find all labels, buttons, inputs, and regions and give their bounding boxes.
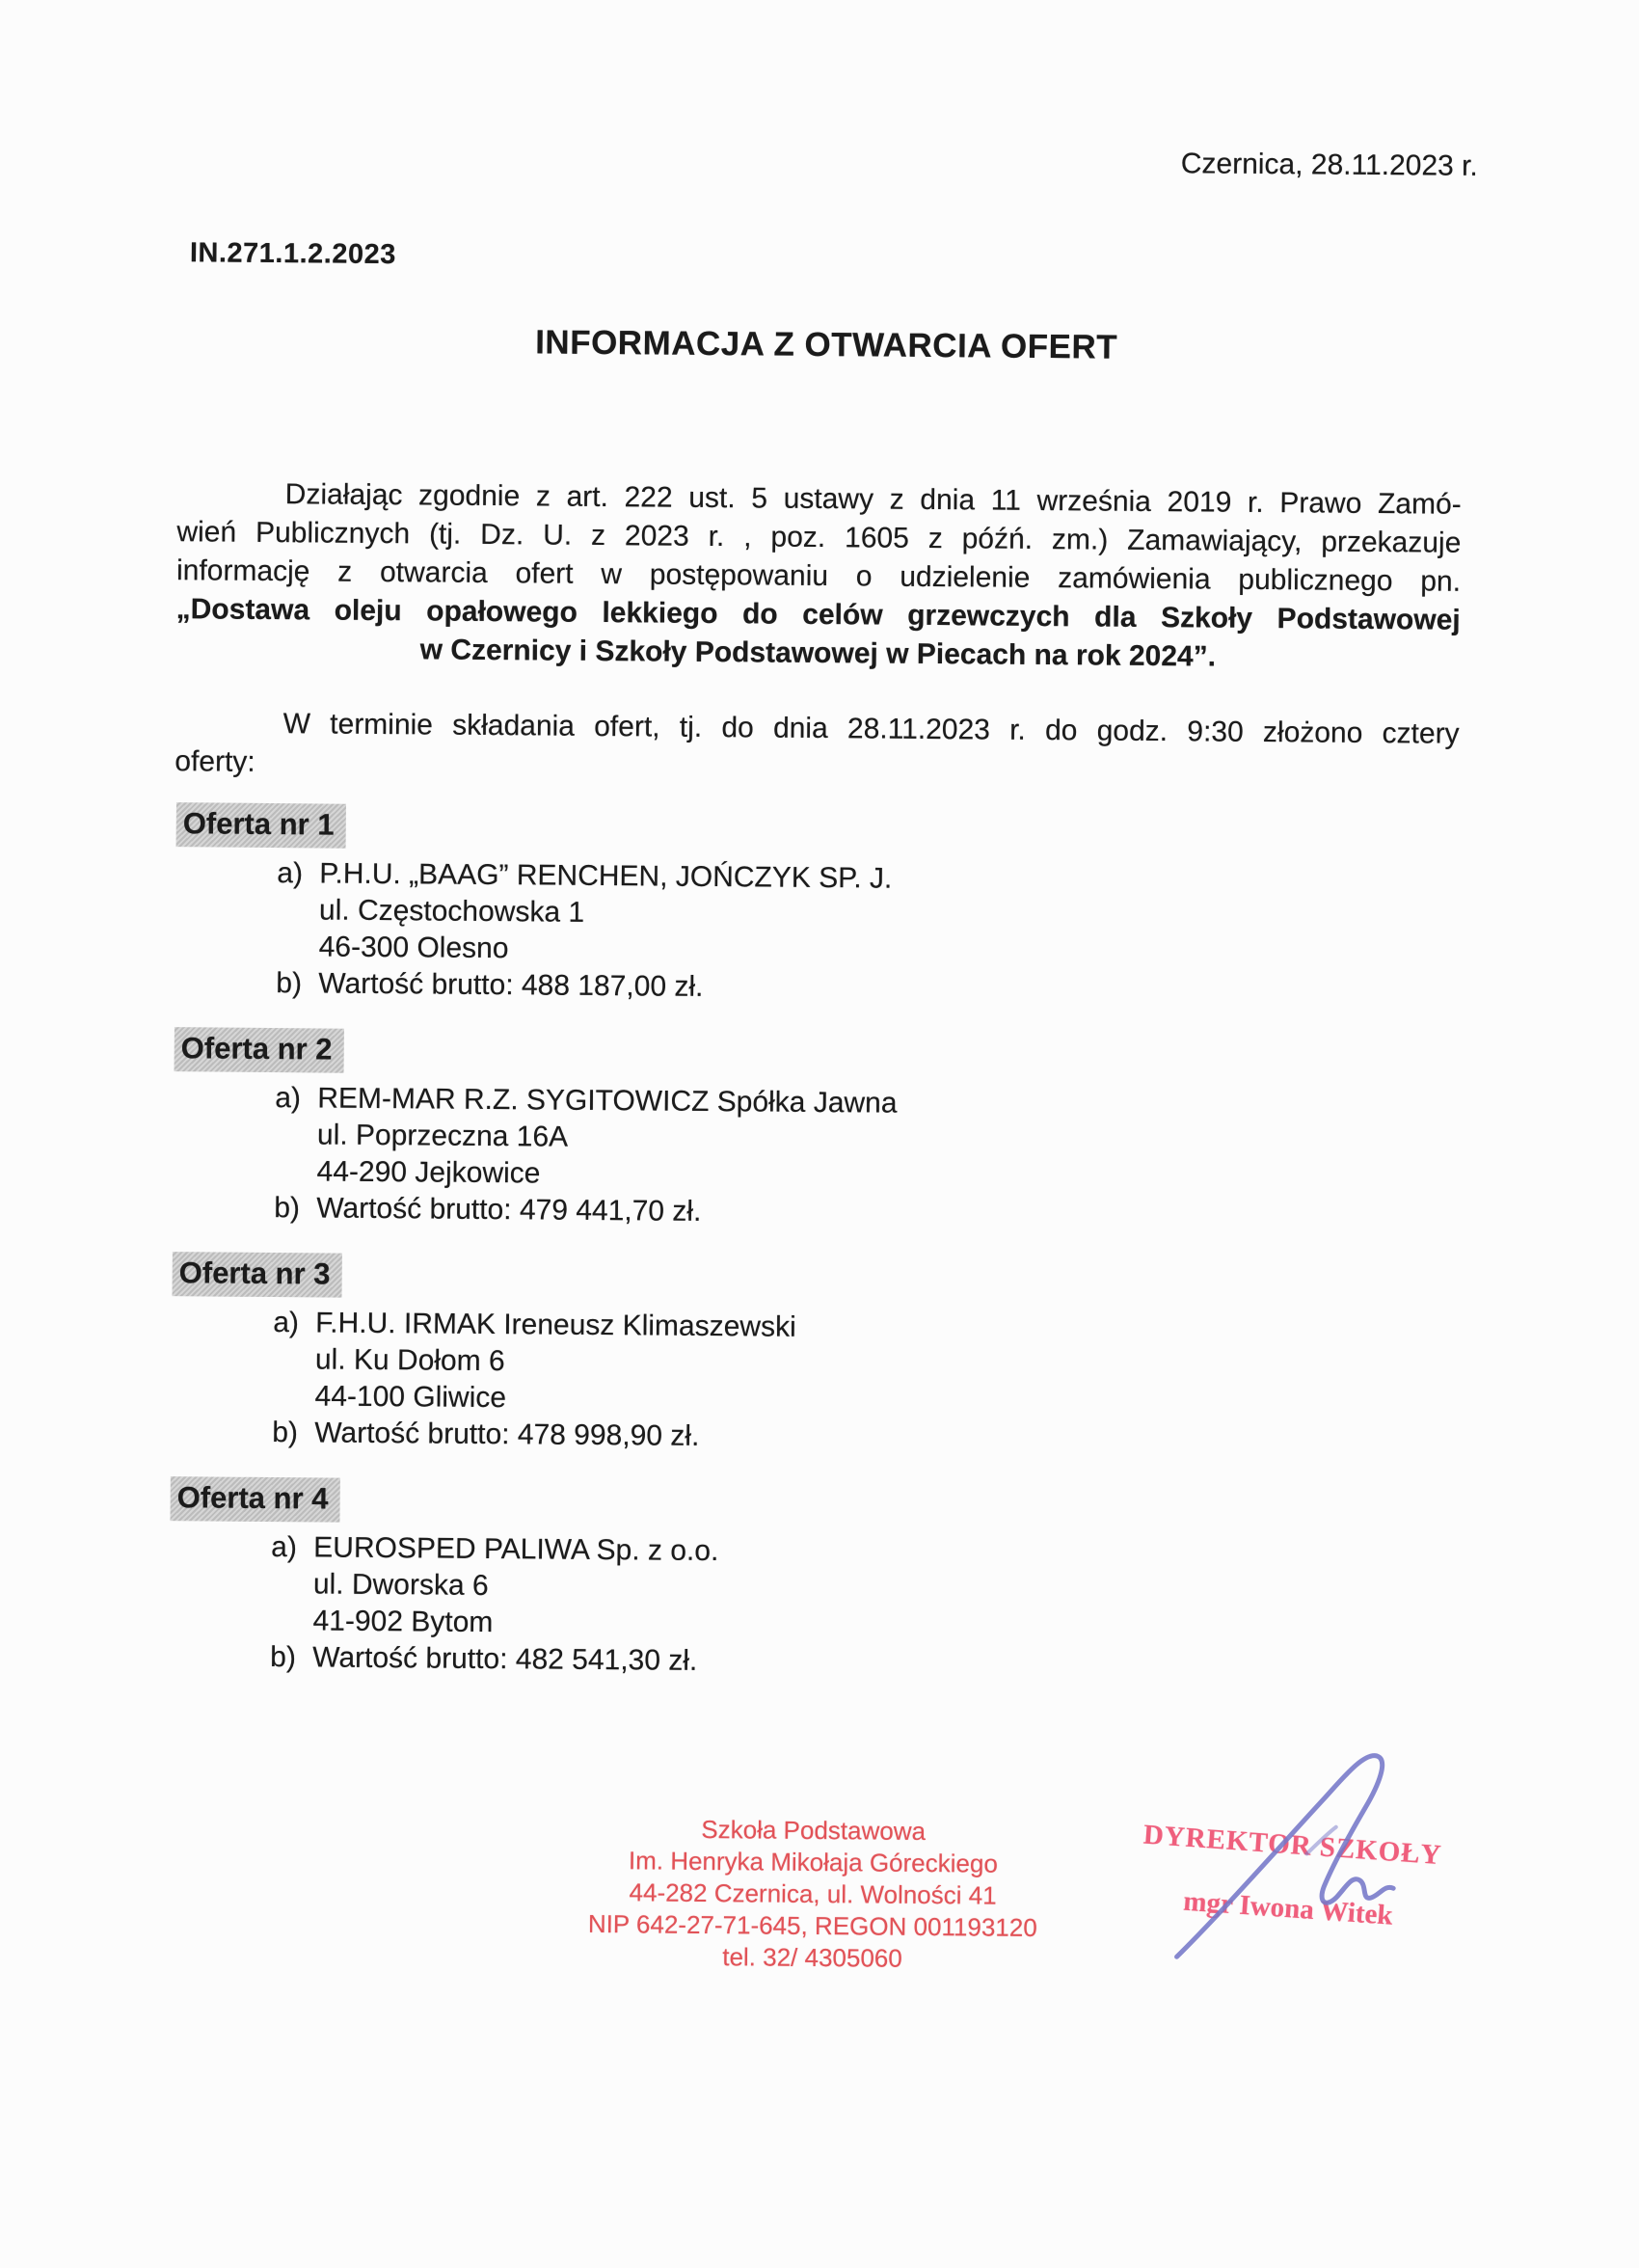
item-label-b: b) bbox=[270, 1641, 297, 1674]
offer-gross-value: Wartość brutto: 488 187,00 zł. bbox=[318, 967, 704, 1003]
offer-heading: Oferta nr 2 bbox=[175, 1027, 344, 1073]
stamp-line: Im. Henryka Mikołaja Góreckiego bbox=[628, 1846, 998, 1878]
offer-heading: Oferta nr 4 bbox=[170, 1476, 339, 1523]
offer-heading: Oferta nr 1 bbox=[176, 802, 346, 849]
school-address-stamp bbox=[527, 1812, 1097, 1976]
offer-block-2 bbox=[171, 1027, 1484, 1237]
offer-gross-value: Wartość brutto: 478 998,90 zł. bbox=[314, 1417, 700, 1452]
offer-heading: Oferta nr 3 bbox=[173, 1252, 342, 1298]
stamp-line: 44-282 Czernica, ul. Wolności 41 bbox=[629, 1877, 997, 1910]
subject-line: w Czernicy i Szkoły Podstawowej w Piecach na rok 2024”. bbox=[419, 634, 1217, 673]
offer-street: ul. Częstochowska 1 bbox=[318, 894, 585, 929]
item-label-b: b) bbox=[274, 1192, 301, 1225]
subject-line: „Dostawa oleju opałowego lekkiego do celów grzewczych dla Szkoły Podstawowej bbox=[175, 593, 1461, 636]
offer-street: ul. Dworska 6 bbox=[312, 1568, 489, 1603]
offer-city: 44-100 Gliwice bbox=[314, 1380, 507, 1415]
offer-gross-value: Wartość brutto: 479 441,70 zł. bbox=[316, 1192, 702, 1228]
deadline-line: oferty: bbox=[175, 745, 255, 778]
director-name: mgr Iwona Witek bbox=[1182, 1885, 1394, 1931]
stamp-line: NIP 642-27-71-645, REGON 001193120 bbox=[587, 1908, 1037, 1943]
stamp-line: tel. 32/ 4305060 bbox=[722, 1942, 902, 1973]
offer-company: F.H.U. IRMAK Ireneusz Klimaszewski bbox=[315, 1307, 796, 1343]
offer-city: 41-902 Bytom bbox=[312, 1605, 494, 1639]
document-title: INFORMACJA Z OTWARCIA OFERT bbox=[535, 323, 1118, 366]
intro-line: informację z otwarcia ofert w postępowaniu o udzielenie zamówienia publicznego pn. bbox=[175, 554, 1462, 598]
offer-block-1 bbox=[173, 802, 1486, 1012]
deadline-line: W terminie składania ofert, tj. do dnia 28.11.2023 r. do godz. 9:30 złożono cztery bbox=[282, 708, 1460, 750]
offer-gross-value: Wartość brutto: 482 541,30 zł. bbox=[312, 1641, 698, 1677]
reference-number: IN.271.1.2.2023 bbox=[189, 237, 396, 271]
director-role: DYREKTOR SZKOŁY bbox=[1142, 1819, 1443, 1872]
handwritten-signature bbox=[1161, 1739, 1406, 1972]
intro-line: Działając zgodnie z art. 222 ust. 5 ustawy z dnia 11 września 2019 r. Prawo Zamó- bbox=[284, 478, 1462, 521]
stamp-line: Szkoła Podstawowa bbox=[701, 1814, 927, 1846]
intro-line: wień Publicznych (tj. Dz. U. z 2023 r. , poz. 1605 z późń. zm.) Zamawiający, przekazuje bbox=[176, 516, 1462, 559]
deadline-paragraph bbox=[175, 704, 1460, 793]
item-label-a: a) bbox=[271, 1531, 298, 1564]
date-line: Czernica, 28.11.2023 r. bbox=[1180, 148, 1478, 182]
offer-block-4 bbox=[167, 1476, 1480, 1687]
offer-block-3 bbox=[169, 1252, 1482, 1462]
offer-company: REM-MAR R.Z. SYGITOWICZ Spółka Jawna bbox=[317, 1082, 898, 1120]
offer-street: ul. Ku Dołom 6 bbox=[314, 1343, 505, 1378]
item-label-b: b) bbox=[272, 1417, 299, 1449]
item-label-a: a) bbox=[275, 1082, 302, 1115]
offer-city: 46-300 Olesno bbox=[318, 931, 509, 965]
offer-city: 44-290 Jejkowice bbox=[316, 1155, 541, 1190]
item-label-b: b) bbox=[276, 967, 303, 1000]
offer-company: P.H.U. „BAAG” RENCHEN, JOŃCZYK SP. J. bbox=[319, 857, 893, 895]
offer-company: EUROSPED PALIWA Sp. z o.o. bbox=[313, 1531, 719, 1568]
item-label-a: a) bbox=[277, 857, 304, 890]
offer-street: ul. Poprzeczna 16A bbox=[316, 1119, 569, 1153]
intro-section bbox=[175, 474, 1462, 793]
offers-list bbox=[167, 802, 1486, 1713]
item-label-a: a) bbox=[273, 1307, 300, 1339]
